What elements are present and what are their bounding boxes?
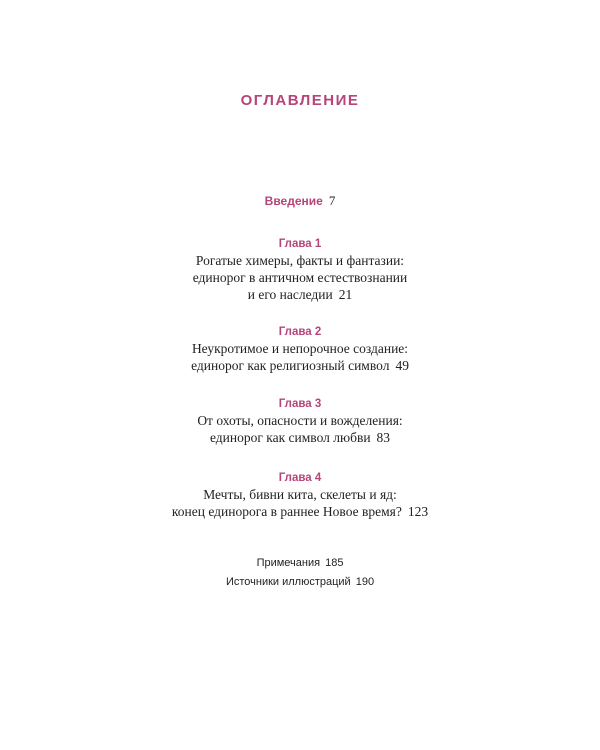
chapter-title-text: конец единорога в раннее Новое время? — [171, 504, 402, 519]
back-matter-label: Источники иллюстраций — [225, 576, 351, 588]
chapter-page-number: 49 — [395, 358, 409, 373]
back-matter-page-number: 185 — [325, 557, 344, 569]
chapter-title-text: единорог как религиозный символ — [191, 358, 390, 373]
chapter-title-text: единорог как символ любви — [209, 430, 371, 445]
chapter-page-number: 21 — [338, 287, 353, 302]
toc-entry-intro — [0, 193, 600, 209]
back-matter-label: Примечания — [256, 557, 321, 569]
chapter-title-text: и его наследии — [247, 287, 333, 302]
toc-entry-chapter-1 — [0, 236, 600, 303]
chapter-title-line: Рогатые химеры, факты и фантазии: — [195, 253, 405, 268]
chapter-title-line-last — [0, 429, 600, 446]
back-matter-page-number: 190 — [355, 576, 375, 588]
chapter-title-line-last — [0, 286, 600, 303]
chapter-title-line: Мечты, бивни кита, скелеты и яд: — [203, 487, 397, 502]
toc-entry-chapter-2 — [0, 324, 600, 374]
toc-entry-chapter-3 — [0, 396, 600, 446]
intro-label: Введение — [264, 194, 323, 208]
chapter-page-number: 83 — [376, 430, 391, 445]
chapter-label: Глава 2 — [278, 326, 322, 338]
chapter-title-line: Неукротимое и непорочное создание: — [191, 341, 409, 356]
chapter-label: Глава 4 — [278, 472, 322, 484]
chapter-title-line: единорог в античном естествознании — [192, 270, 408, 285]
chapter-title-line: От охоты, опасности и вожделения: — [197, 413, 403, 428]
toc-entry-illustration-sources — [0, 576, 600, 588]
page-title: ОГЛАВЛЕНИЕ — [240, 92, 360, 109]
intro-page-number: 7 — [328, 193, 336, 208]
chapter-label: Глава 3 — [278, 398, 322, 410]
chapter-label: Глава 1 — [278, 238, 322, 250]
chapter-title-line-last — [0, 503, 600, 520]
chapter-page-number: 123 — [407, 504, 429, 519]
chapter-title-line-last — [0, 357, 600, 374]
toc-entry-chapter-4 — [0, 470, 600, 520]
toc-entry-notes — [0, 557, 600, 569]
